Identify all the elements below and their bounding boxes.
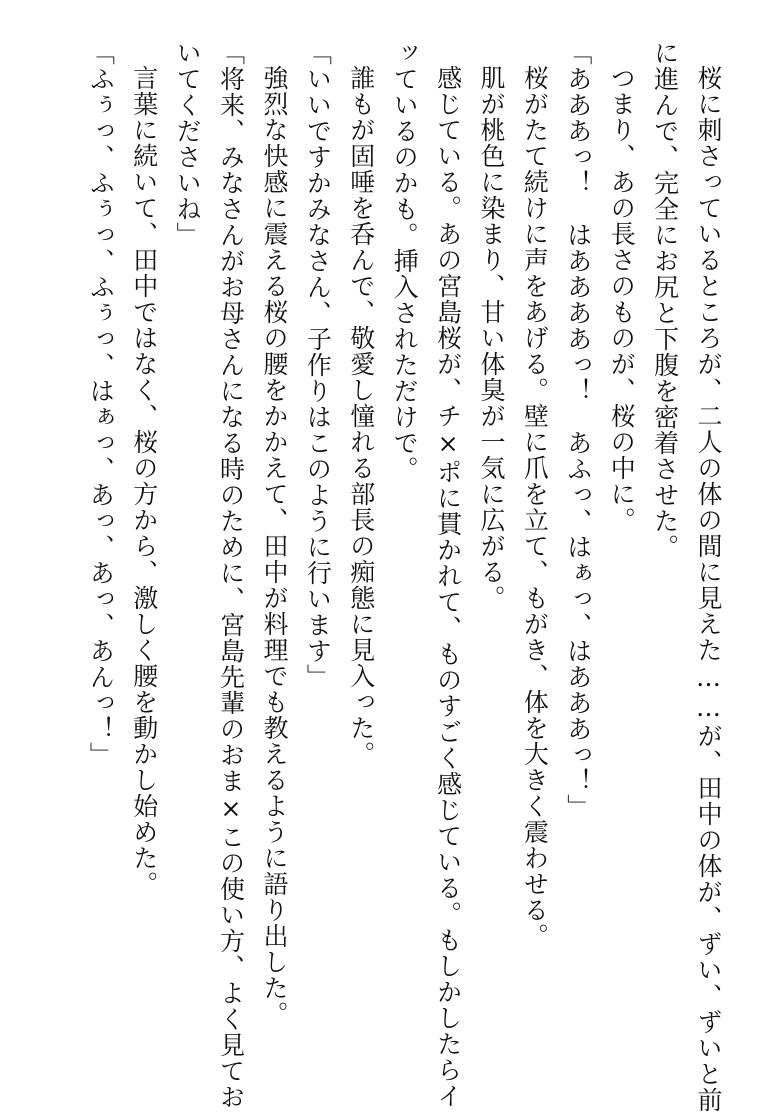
text-line-3: つまり、あの長さのものが、桜の中に。 bbox=[607, 65, 637, 533]
text-line-11: 強烈な快感に震える桜の腰をかかえて、田中が料理でも教えるように語り出した。 bbox=[259, 65, 289, 1027]
text-line-8: ッているのかも。挿入されただけで。 bbox=[390, 40, 420, 482]
text-line-13: いてくださいね」 bbox=[173, 40, 203, 248]
text-line-15: 「ふぅっ、ふぅっ、ふぅっ、はぁっ、あっ、あっ、あんっ！」 bbox=[86, 40, 116, 768]
text-line-1: 桜に刺さっているところが、二人の体の間に見えた……が、田中の体が、ずい、ずいと前 bbox=[694, 65, 723, 1113]
text-line-14: 言葉に続いて、田中ではなく、桜の方から、激しく腰を動かし始めた。 bbox=[129, 65, 159, 897]
text-line-10: 「いいですかみなさん、子作りはこのように行います」 bbox=[303, 40, 333, 690]
text-line-5: 桜がたて続けに声をあげる。壁に爪を立て、もがき、体を大きく震わせる。 bbox=[520, 65, 550, 949]
text-line-9: 誰もが固唾を呑んで、敬愛し憧れる部長の痴態に見入った。 bbox=[346, 65, 376, 767]
text-line-7: 感じている。あの宮島桜が、チ×ポに貫かれて、ものすごく感じている。もしかしたらイ bbox=[433, 65, 463, 1109]
text-line-2: に進んで、完全にお尻と下腹を密着させた。 bbox=[650, 40, 680, 560]
vertical-text-body bbox=[30, 40, 730, 1113]
text-line-6: 肌が桃色に染まり、甘い体臭が一気に広がる。 bbox=[476, 65, 506, 611]
text-line-4: 「あああっ！ はああああっ！ あふっ、はぁっ、はあああっ！」 bbox=[563, 40, 593, 820]
text-line-12: 「将来、みなさんがお母さんになる時のために、宮島先輩のおま×この使い方、よく見てお bbox=[216, 40, 246, 1110]
